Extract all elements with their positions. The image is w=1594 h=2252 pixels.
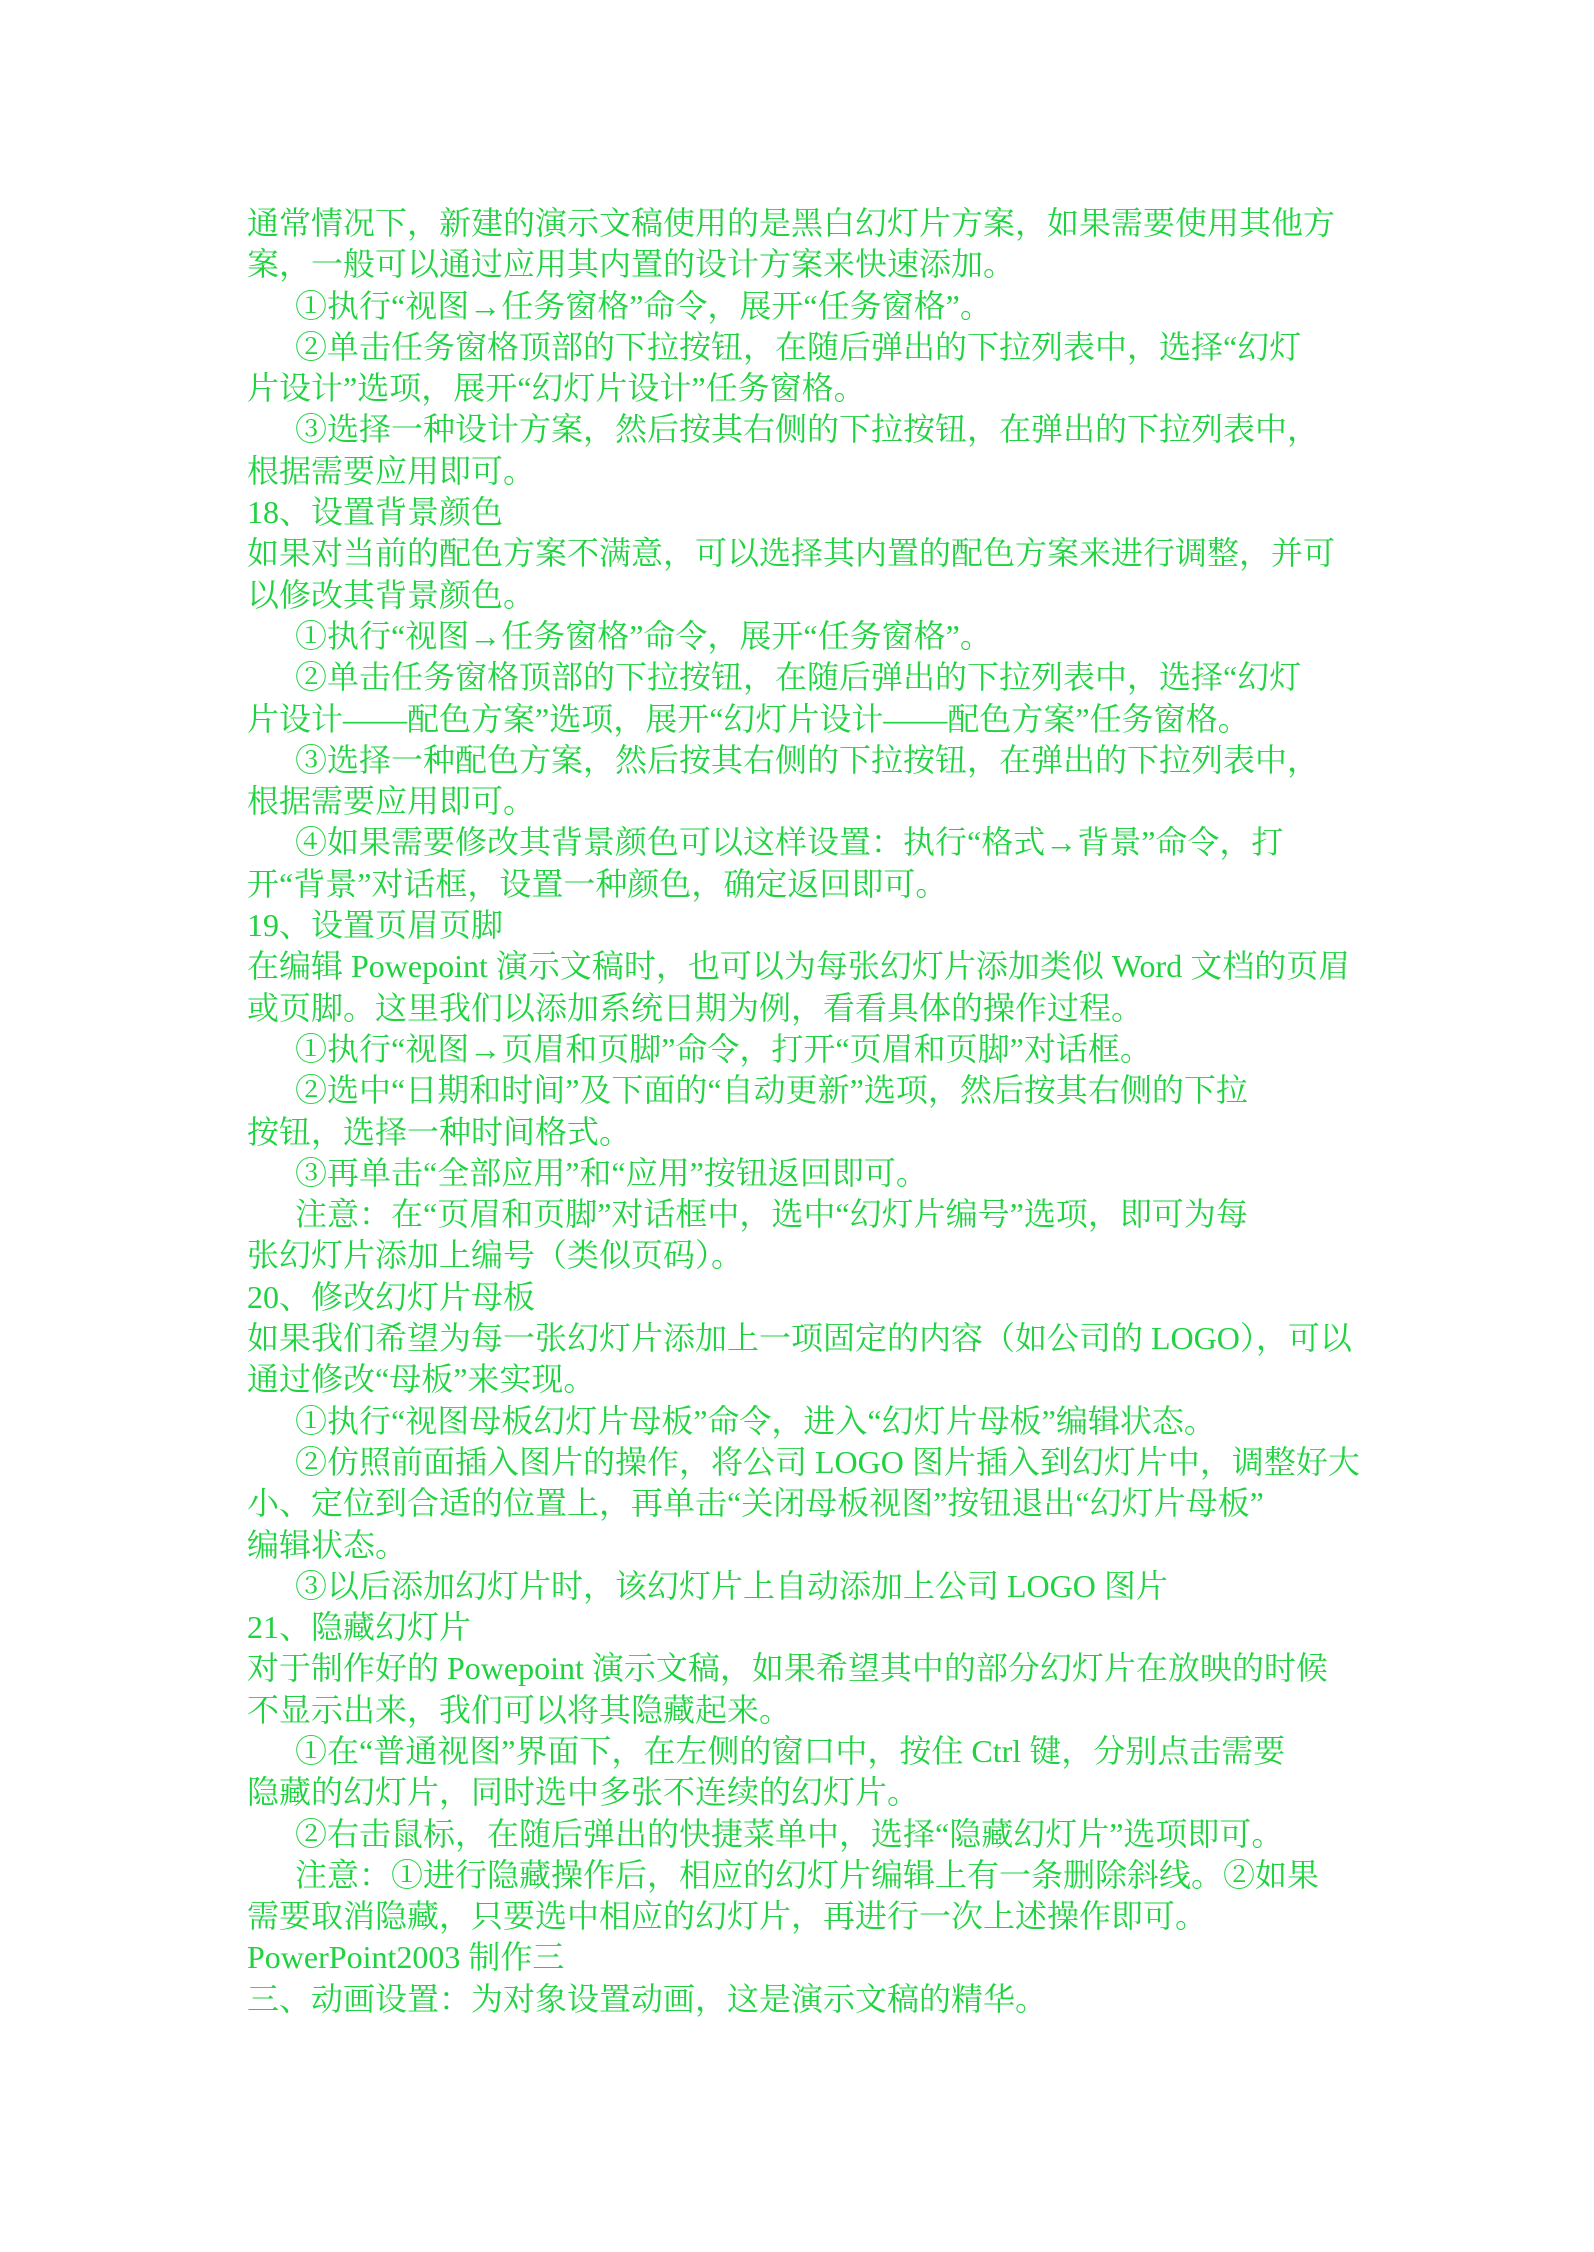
text-line: 21、隐藏幻灯片 [247,1609,472,1646]
text-line: ①执行“视图→任务窗格”命令，展开“任务窗格”。 [295,287,992,324]
text-line: 在编辑 Powepoint 演示文稿时，也可以为每张幻灯片添加类似 Word 文档的页眉 [247,948,1351,985]
text-line: 通过修改“母板”来实现。 [247,1361,596,1398]
text-line: 片设计”选项，展开“幻灯片设计”任务窗格。 [247,370,866,407]
text-line: 如果对当前的配色方案不满意，可以选择其内置的配色方案来进行调整，并可 [247,535,1336,572]
text-line: 开“背景”对话框，设置一种颜色，确定返回即可。 [247,865,948,902]
text-line: 或页脚。这里我们以添加系统日期为例，看看具体的操作过程。 [247,989,1144,1026]
text-line: ②选中“日期和时间”及下面的“自动更新”选项，然后按其右侧的下拉 [295,1072,1248,1109]
text-line: 18、设置背景颜色 [247,494,504,531]
text-line: ①执行“视图母板幻灯片母板”命令，进入“幻灯片母板”编辑状态。 [295,1402,1216,1439]
text-line: 片设计——配色方案”选项，展开“幻灯片设计——配色方案”任务窗格。 [247,700,1250,737]
text-line: 以修改其背景颜色。 [247,576,536,613]
text-line: 不显示出来，我们可以将其隐藏起来。 [247,1691,792,1728]
document-text-block [247,203,1367,2020]
text-line: 如果我们希望为每一张幻灯片添加上一项固定的内容（如公司的 LOGO），可以 [247,1320,1352,1357]
text-line: 编辑状态。 [247,1526,408,1563]
text-line: 注意：在“页眉和页脚”对话框中，选中“幻灯片编号”选项，即可为每 [295,1196,1248,1233]
text-line: 根据需要应用即可。 [247,452,536,489]
text-line: 对于制作好的 Powepoint 演示文稿，如果希望其中的部分幻灯片在放映的时候 [247,1650,1328,1687]
text-line: ②右击鼠标，在随后弹出的快捷菜单中，选择“隐藏幻灯片”选项即可。 [295,1815,1284,1852]
text-line: 根据需要应用即可。 [247,783,536,820]
text-line: 需要取消隐藏，只要选中相应的幻灯片，再进行一次上述操作即可。 [247,1898,1208,1935]
text-line: ③选择一种配色方案，然后按其右侧的下拉按钮，在弹出的下拉列表中， [295,741,1320,778]
text-line: ②单击任务窗格顶部的下拉按钮，在随后弹出的下拉列表中，选择“幻灯 [295,659,1302,696]
text-line: ③再单击“全部应用”和“应用”按钮返回即可。 [295,1154,928,1191]
text-line: 小、定位到合适的位置上，再单击“关闭母板视图”按钮退出“幻灯片母板” [247,1485,1264,1522]
text-line: 20、修改幻灯片母板 [247,1278,536,1315]
text-line: 案，一般可以通过应用其内置的设计方案来快速添加。 [247,246,1016,283]
text-line: ③以后添加幻灯片时，该幻灯片上自动添加上公司 LOGO 图片 [295,1567,1168,1604]
text-line: 张幻灯片添加上编号（类似页码）。 [247,1237,744,1274]
text-line: 注意：①进行隐藏操作后，相应的幻灯片编辑上有一条删除斜线。②如果 [295,1856,1320,1893]
text-line: ②单击任务窗格顶部的下拉按钮，在随后弹出的下拉列表中，选择“幻灯 [295,328,1302,365]
text-line: ①在“普通视图”界面下，在左侧的窗口中，按住 Ctrl 键，分别点击需要 [295,1732,1286,1769]
text-line: 三、动画设置：为对象设置动画，这是演示文稿的精华。 [247,1980,1048,2017]
text-line: ①执行“视图→任务窗格”命令，展开“任务窗格”。 [295,617,992,654]
text-line: 按钮，选择一种时间格式。 [247,1113,632,1150]
text-line: ③选择一种设计方案，然后按其右侧的下拉按钮，在弹出的下拉列表中， [295,411,1320,448]
text-line: 隐藏的幻灯片，同时选中多张不连续的幻灯片。 [247,1774,920,1811]
text-line: PowerPoint2003 制作三 [247,1939,565,1976]
text-line: 19、设置页眉页脚 [247,907,504,944]
text-line: ②仿照前面插入图片的操作，将公司 LOGO 图片插入到幻灯片中，调整好大 [295,1443,1360,1480]
text-line: 通常情况下，新建的演示文稿使用的是黑白幻灯片方案，如果需要使用其他方 [247,205,1336,241]
text-line: ①执行“视图→页眉和页脚”命令，打开“页眉和页脚”对话框。 [295,1030,1152,1067]
text-line: ④如果需要修改其背景颜色可以这样设置：执行“格式→背景”命令，打 [295,824,1284,861]
